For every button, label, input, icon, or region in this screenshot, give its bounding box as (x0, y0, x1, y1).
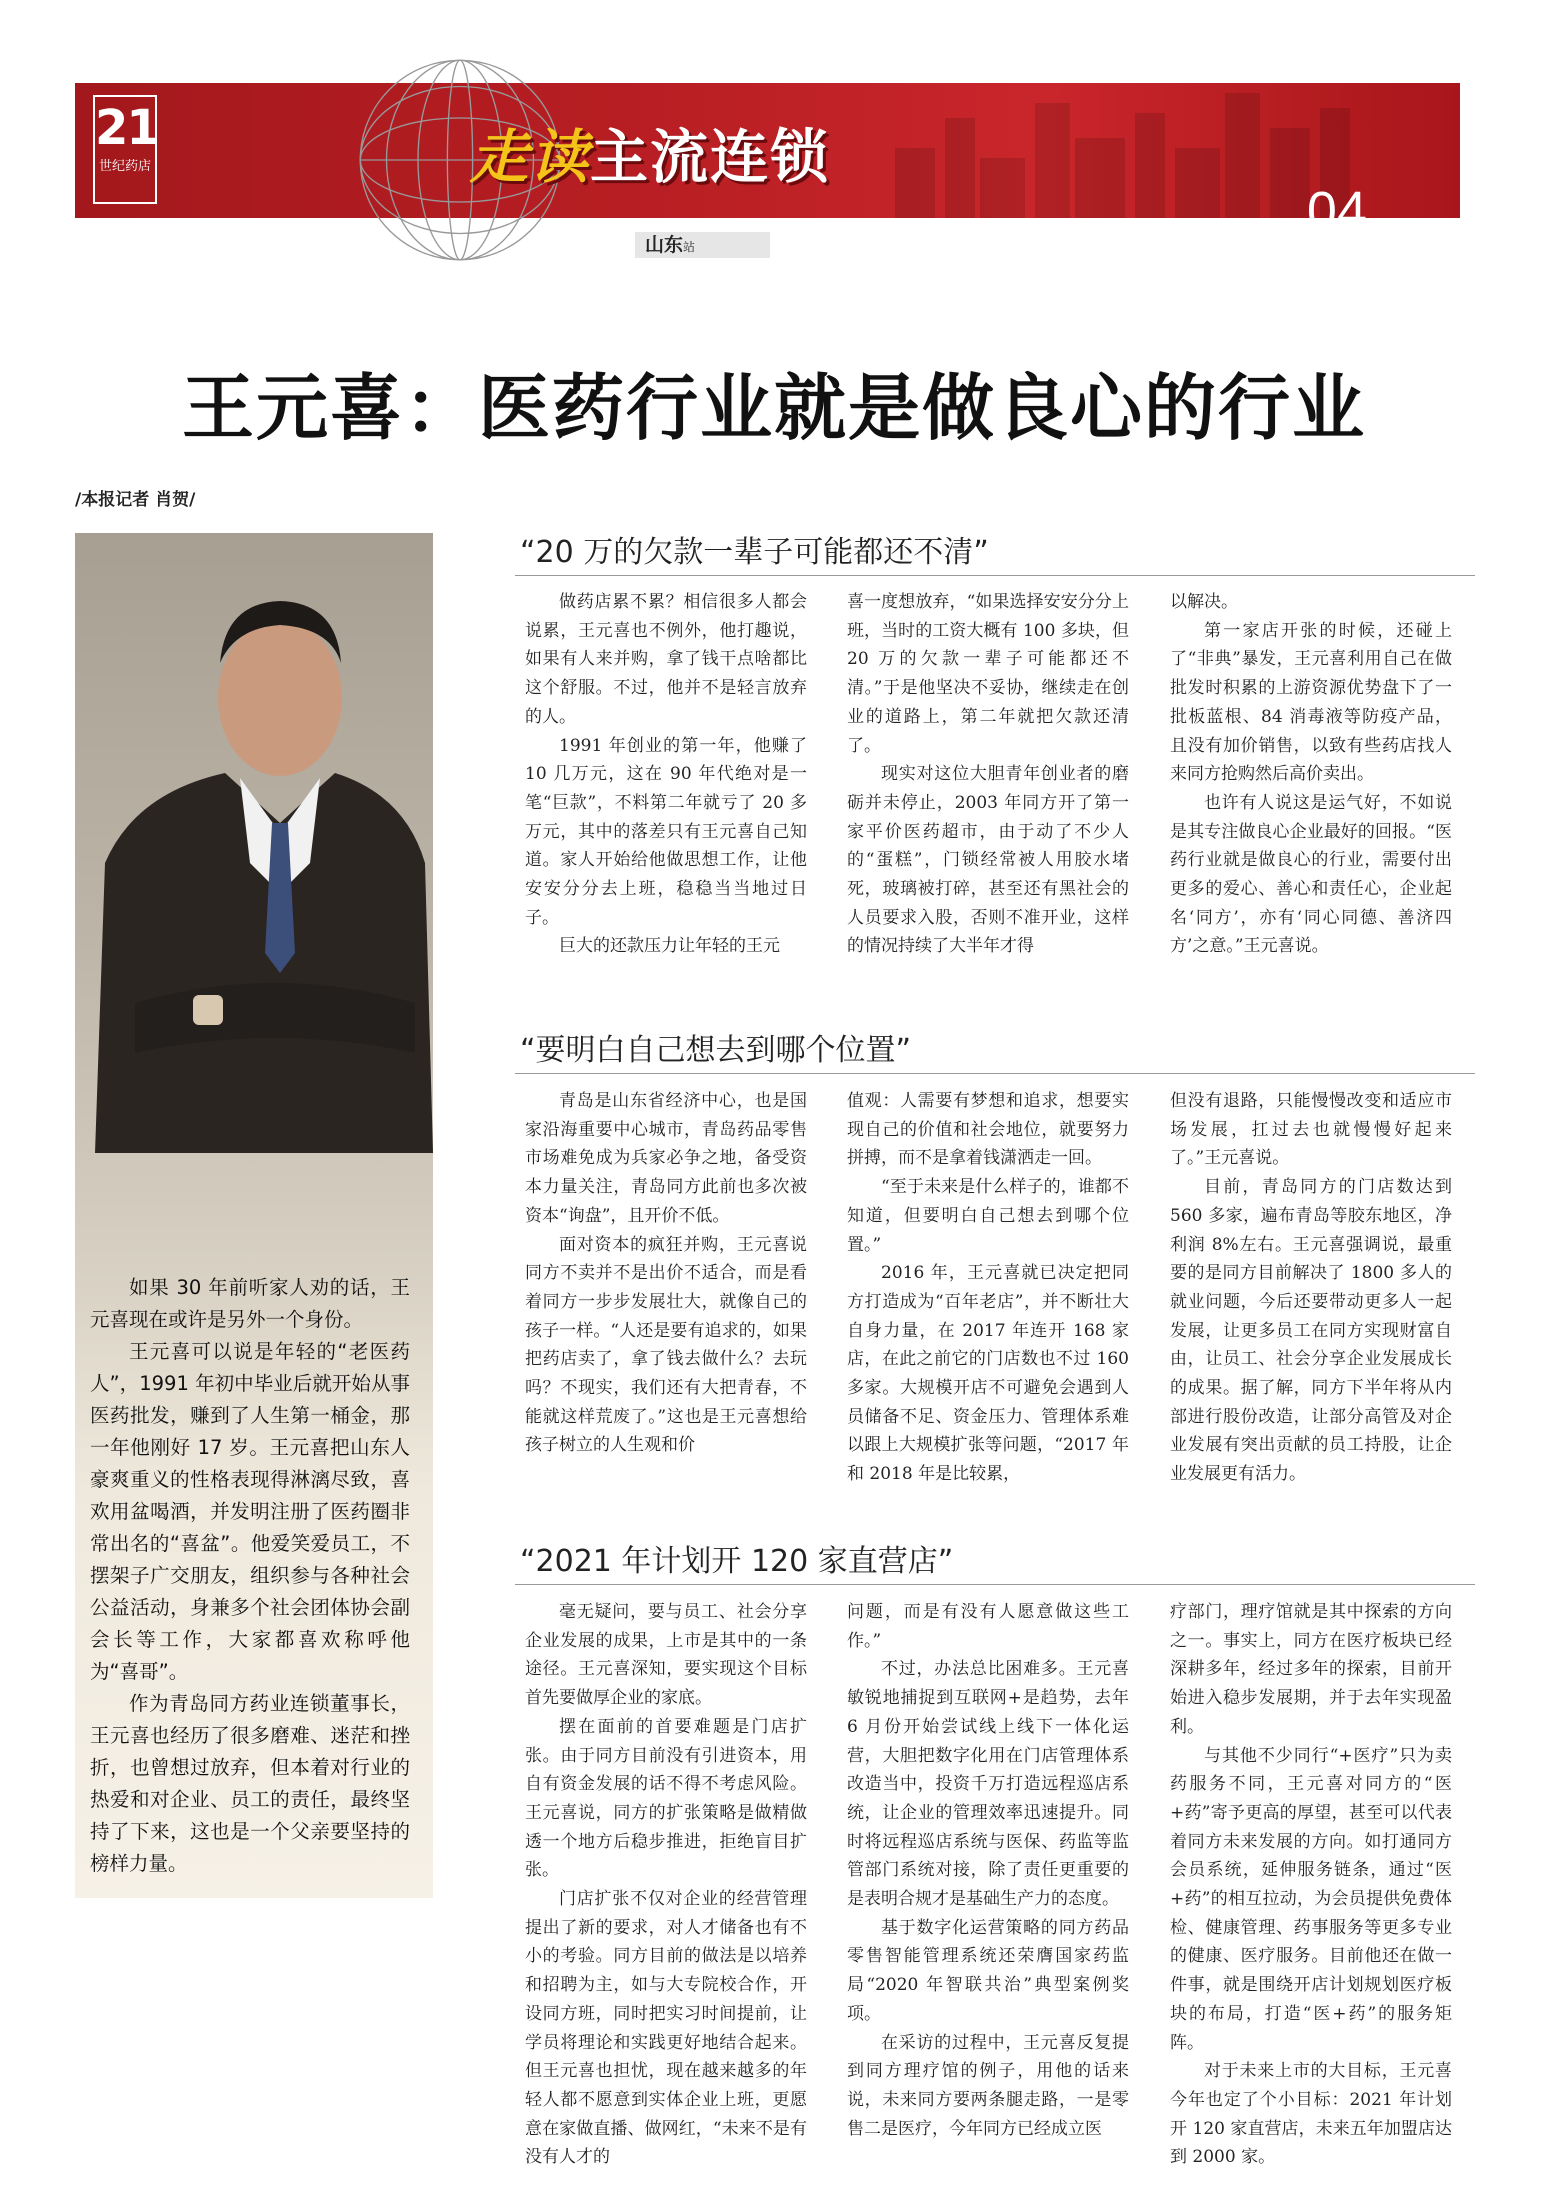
paragraph: 不过，办法总比困难多。王元喜敏锐地捕捉到互联网+是趋势，去年 6 月份开始尝试线上线下一体化运营，大胆把数字化用在门店管理体系改造当中，投资千万打造远程巡店系统，让企业的管理效率迅速提升。同时将远程巡店系统与医保、药监等监管部门系统对接，除了责任更重要的是表明合规才是基础生产力的态度。 (847, 1659, 1129, 1910)
photo-caption (90, 1272, 410, 1880)
caption-paragraph: 王元喜可以说是年轻的“老医药人”，1991 年初中毕业后就开始从事医药批发，赚到了人生第一桶金，那一年他刚好 17 岁。王元喜把山东人豪爽重义的性格表现得淋漓尽致，喜欢用盆喝酒，并发明注册了医药圈非常出名的“喜盆”。他爱笑爱员工，不摆架子广交朋友，组织参与各种社会公益活动，身兼多个社会团体协会副会长等工作，大家都喜欢称呼他为“喜哥”。 (90, 1340, 410, 1683)
paragraph: 1991 年创业的第一年，他赚了 10 几万元，这在 90 年代绝对是一笔“巨款”，不料第二年就亏了 20 多万元，其中的落差只有王元喜自己知道。家人开始给他做思想工作，让他安安分分去上班，稳稳当当地过日子。 (525, 735, 807, 928)
brand-first: 走读 (470, 123, 591, 191)
newspaper-logo (93, 95, 157, 204)
paragraph: 喜一度想放弃，“如果选择安安分分上班，当时的工资大概有 100 多块，但 20 万的欠款一辈子可能都还不清。”于是他坚决不妥协，继续走在创业的道路上，第二年就把欠款还清了。 (847, 592, 1129, 756)
article-column (1170, 588, 1452, 961)
section-rule (515, 575, 1475, 576)
station-name: 山东 (645, 234, 684, 256)
paragraph: 在采访的过程中，王元喜反复提到同方理疗馆的例子，用他的话来说，未来同方要两条腿走路，一是零售二是医疗，今年同方已经成立医 (847, 2032, 1129, 2139)
article-headline: 王元喜：医药行业就是做良心的行业 (181, 365, 1366, 450)
paragraph: 青岛是山东省经济中心，也是国家沿海重要中心城市，青岛药品零售市场难免成为兵家必争之地，备受资本力量关注，青岛同方此前也多次被资本“询盘”，且开价不低。 (525, 1091, 807, 1226)
paragraph: 也许有人说这是运气好，不如说是其专注做良心企业最好的回报。“医药行业就是做良心的行业，需要付出更多的爱心、善心和责任心，企业起名‘同方’，亦有‘同心同德、善济四方’之意。”王元喜说。 (1170, 792, 1452, 957)
paragraph: 巨大的还款压力让年轻的王元 (559, 936, 780, 957)
article-column (525, 1087, 807, 1460)
article-column (525, 1598, 807, 2172)
article-column (1170, 1087, 1452, 1489)
section-title: “2021 年计划开 120 家直营店” (520, 1544, 954, 1579)
paragraph: 疗部门，理疗馆就是其中探索的方向之一。事实上，同方在医疗板块已经深耕多年，经过多年的探索，目前开始进入稳步发展期，并于去年实现盈利。 (1170, 1602, 1452, 1737)
section-rule (515, 1584, 1475, 1585)
paragraph: 面对资本的疯狂并购，王元喜说同方不卖并不是出价不适合，而是看着同方一步步发展壮大，就像自己的孩子一样。“人还是要有追求的，如果把药店卖了，拿了钱去做什么？去玩吗？不现实，我们还有大把青春，不能就这样荒废了。”这也是王元喜想给孩子树立的人生观和价 (525, 1234, 807, 1456)
paragraph: 摆在面前的首要难题是门店扩张。由于同方目前没有引进资本，用自有资金发展的话不得不考虑风险。王元喜说，同方的扩张策略是做精做透一个地方后稳步推进，拒绝盲目扩张。 (525, 1716, 807, 1881)
logo-text: 世纪药店 (98, 159, 151, 174)
paragraph: 问题，而是有没有人愿意做这些工作。” (847, 1602, 1129, 1651)
caption-paragraph: 如果 30 年前听家人劝的话，王元喜现在或许是另外一个身份。 (90, 1276, 410, 1331)
section-title: “20 万的欠款一辈子可能都还不清” (520, 535, 989, 570)
paragraph: 以解决。 (1170, 592, 1238, 612)
section-title: “要明白自己想去到哪个位置” (520, 1033, 912, 1068)
businessman-portrait-image (75, 533, 433, 1153)
paragraph: 与其他不少同行“+医疗”只为卖药服务不同，王元喜对同方的“医+药”寄予更高的厚望，甚至可以代表着同方未来发展的方向。如打通同方会员系统，延伸服务链条，通过“医+药”的相互拉动，为会员提供免费体检、健康管理、药事服务等更多专业的健康、医疗服务。目前他还在做一件事，就是围绕开店计划规划医疗板块的布局，打造“医+药”的服务矩阵。 (1170, 1745, 1452, 2053)
article-column (525, 588, 807, 961)
paragraph: 毫无疑问，要与员工、社会分享企业发展的成果，上市是其中的一条途径。王元喜深知，要实现这个目标首先要做厚企业的家底。 (525, 1602, 807, 1709)
station-suffix: 站 (683, 240, 696, 254)
section-rule (515, 1073, 1475, 1074)
article-column (1170, 1598, 1452, 2172)
paragraph: “至于未来是什么样子的，谁都不知道，但要明白自己想去到哪个位置。” (847, 1177, 1129, 1255)
page-number: 04 (1306, 181, 1367, 241)
portrait-photo (75, 533, 433, 1898)
paragraph: 值观：人需要有梦想和追求，想要实现自己的价值和社会地位，就要努力拼搏，而不是拿着钱潇洒走一回。 (847, 1091, 1129, 1169)
byline: /本报记者 肖贺/ (75, 490, 196, 510)
paragraph: 做药店累不累？相信很多人都会说累，王元喜也不例外，他打趣说，如果有人来并购，拿了钱干点啥都比这个舒服。不过，他并不是轻言放弃的人。 (525, 592, 807, 727)
paragraph: 对于未来上市的大目标，王元喜今年也定了个小目标：2021 年计划开 120 家直营店，未来五年加盟店达到 2000 家。 (1170, 2061, 1452, 2168)
logo-number: 21 (95, 100, 158, 156)
paragraph: 门店扩张不仅对企业的经营管理提出了新的要求，对人才储备也有不小的考验。同方目前的做法是以培养和招聘为主，如与大专院校合作，开设同方班，同时把实习时间提前，让学员将理论和实践更好地结合起来。但王元喜也担忧，现在越来越多的年轻人都不愿意到实体企业上班，更愿意在家做直播、做网红，“未来不是有没有人才的 (525, 1889, 807, 2168)
paragraph: 2016 年，王元喜就已决定把同方打造成为“百年老店”，并不断壮大自身力量，在 2017 年连开 168 家店，在此之前它的门店数也不过 160 多家。大规模开店不可避免会遇到人员储备不足、资金压力、管理体系难以跟上大规模扩张等问题，“2017 年和 2018 年是比较累， (847, 1263, 1129, 1485)
paragraph: 目前，青岛同方的门店数达到 560 多家，遍布青岛等胶东地区，净利润 8%左右。王元喜强调说，最重要的是同方目前解决了 1800 多人的就业问题，今后还要带动更多人一起发展，让更多员工在同方实现财富自由，让员工、社会分享企业发展成长的成果。据了解，同方下半年将从内部进行股份改造，让部分高管及对企业发展有突出贡献的员工持股，让企业发展更有活力。 (1170, 1177, 1452, 1485)
article-column (847, 588, 1129, 961)
paragraph: 但没有退路，只能慢慢改变和适应市场发展，扛过去也就慢慢好起来了。”王元喜说。 (1170, 1091, 1452, 1169)
brand-rest: 主流连锁 (590, 123, 831, 191)
dateline: 2021 年 6 月 15 日 责编 / 陈慧君 美编 / 林敏榆 (1165, 266, 1458, 308)
station-label (635, 232, 770, 258)
paragraph: 基于数字化运营策略的同方药品零售智能管理系统还荣膺国家药监局“2020 年智联共治”典型案例奖项。 (847, 1917, 1129, 2024)
caption-paragraph: 作为青岛同方药业连锁董事长，王元喜也经历了很多磨难、迷茫和挫折，也曾想过放弃，但本着对行业的热爱和对企业、员工的责任，最终坚持了下来，这也是一个父亲要坚持的榜样力量。 (90, 1692, 410, 1875)
column-brand (470, 110, 830, 194)
paragraph: 第一家店开张的时候，还碰上了“非典”暴发，王元喜利用自己在做批发时积累的上游资源优势盘下了一批板蓝根、84 消毒液等防疫产品，且没有加价销售，以致有些药店找人来同方抢购然后高价卖出。 (1170, 620, 1452, 785)
article-column (847, 1598, 1129, 2143)
article-column (847, 1087, 1129, 1489)
paragraph: 现实对这位大胆青年创业者的磨砺并未停止，2003 年同方开了第一家平价医药超市，由于动了不少人的“蛋糕”，门锁经常被人用胶水堵死，玻璃被打碎，甚至还有黑社会的人员要求入股，否则不准开业，这样的情况持续了大半年才得 (847, 764, 1129, 957)
